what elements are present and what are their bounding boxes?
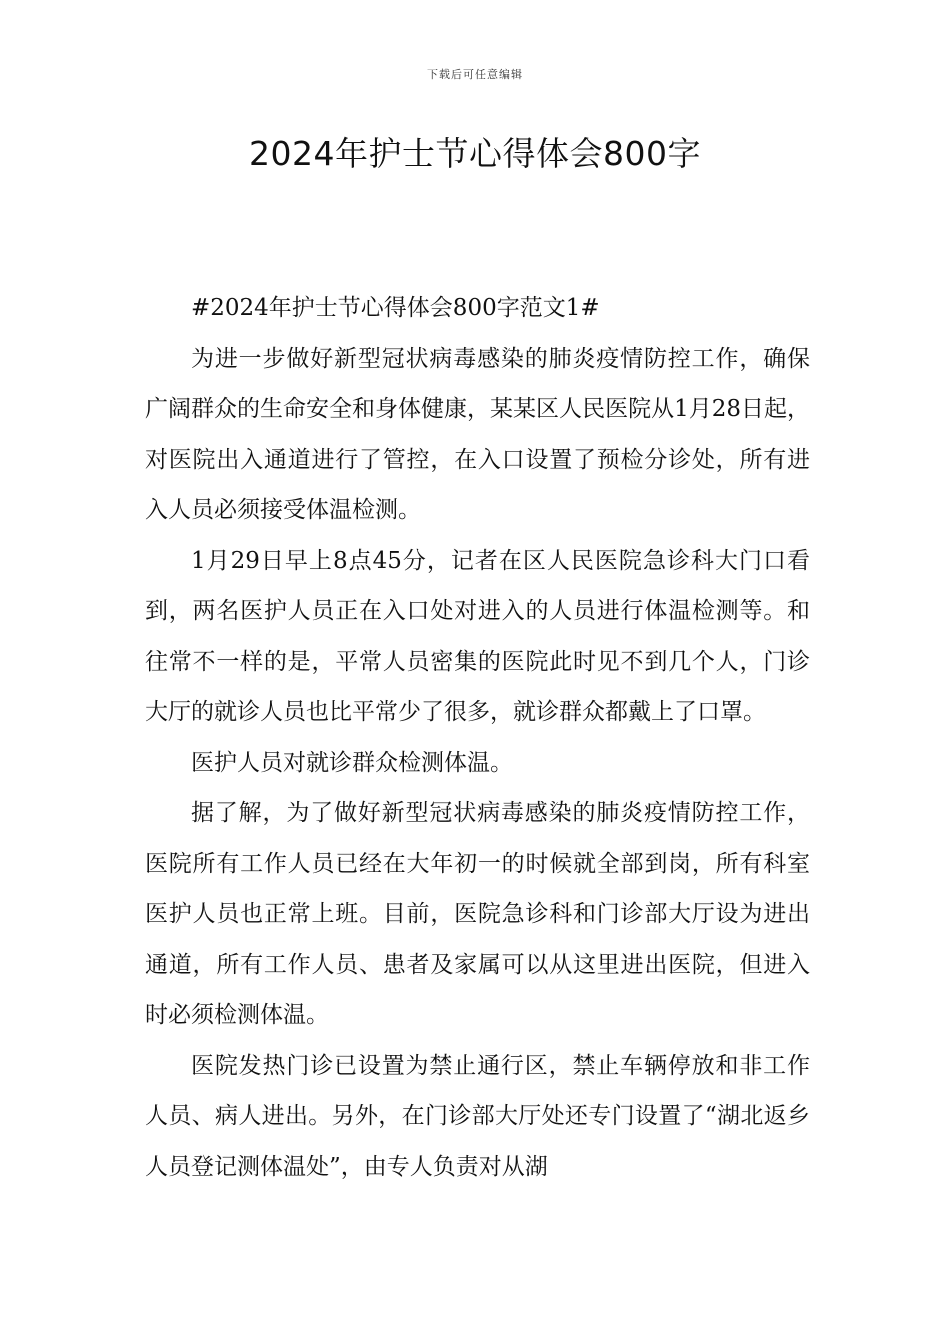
paragraph: 据了解，为了做好新型冠状病毒感染的肺炎疫情防控工作，医院所有工作人员已经在大年初一的时候就全部到岗，所有科室医护人员也正常上班。目前，医院急诊科和门诊部大厅设为进出通道，所有工作人员、患者及家属可以从这里进出医院，但进入时必须检测体温。 bbox=[145, 800, 810, 1028]
section-heading: #2024年护士节心得体会800字范文1# bbox=[191, 295, 600, 321]
paragraph: 为进一步做好新型冠状病毒感染的肺炎疫情防控工作，确保广阔群众的生命安全和身体健康，某某区人民医院从1月28日起，对医院出入通道进行了管控，在入口设置了预检分诊处，所有进入人员必须接受体温检测。 bbox=[145, 345, 810, 523]
document-title: 2024年护士节心得体会800字 bbox=[249, 134, 701, 173]
paragraph: 医院发热门诊已设置为禁止通行区，禁止车辆停放和非工作人员、病人进出。另外，在门诊部大厅处还专门设置了“湖北返乡人员登记测体温处”，由专人负责对从湖 bbox=[145, 1052, 810, 1180]
header-note: 下载后可任意编辑 bbox=[427, 68, 523, 81]
paragraph: 医护人员对就诊群众检测体温。 bbox=[191, 749, 513, 776]
paragraph: 1月29日早上8点45分，记者在区人民医院急诊科大门口看到，两名医护人员正在入口处对进入的人员进行体温检测等。和往常不一样的是，平常人员密集的医院此时见不到几个人，门诊大厅的就诊人员也比平常少了很多，就诊群众都戴上了口罩。 bbox=[145, 547, 810, 725]
document-body bbox=[145, 283, 810, 1192]
